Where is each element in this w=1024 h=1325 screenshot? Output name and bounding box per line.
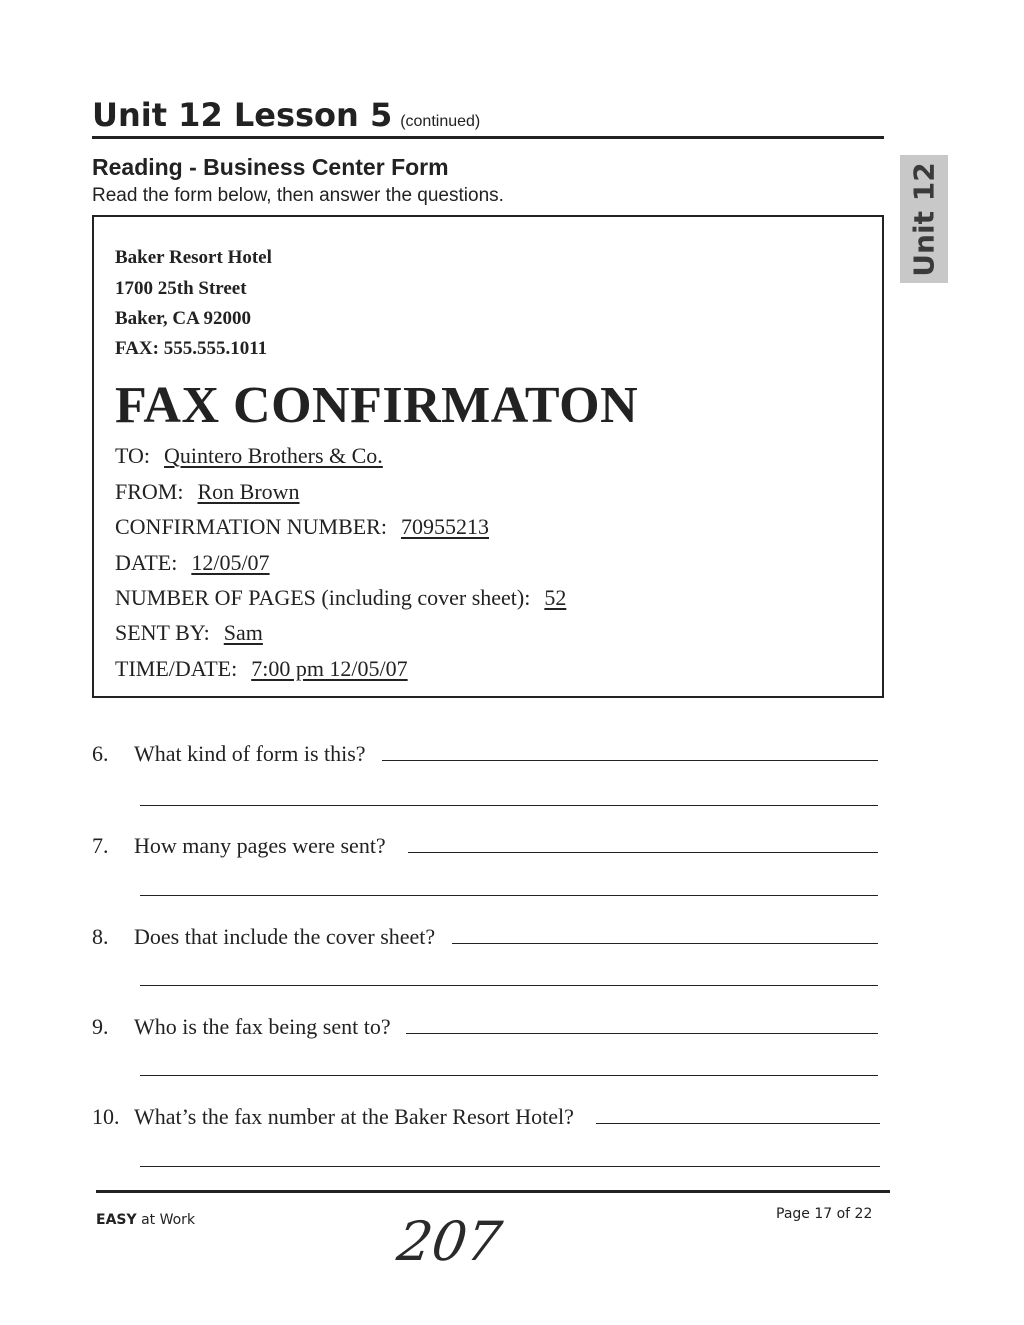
- field-confirmation-number: [115, 514, 503, 540]
- hotel-name: Baker Resort Hotel: [115, 247, 272, 268]
- section-heading: Reading - Business Center Form: [92, 154, 449, 180]
- field-value: Ron Brown: [197, 479, 300, 504]
- continued-label: (continued): [400, 113, 481, 130]
- field-value: Quintero Brothers & Co.: [164, 443, 383, 468]
- unit-side-tab-label: Unit 12: [907, 161, 941, 277]
- answer-line[interactable]: [406, 1033, 878, 1034]
- hotel-fax-number: FAX: 555.555.1011: [115, 338, 268, 359]
- answer-line[interactable]: [140, 1075, 878, 1076]
- question-number: 10.: [92, 1104, 120, 1129]
- header-divider: [92, 136, 884, 139]
- field-value: 7:00 pm 12/05/07: [251, 656, 408, 681]
- page-title: [92, 96, 480, 134]
- field-time-date: [115, 656, 422, 682]
- answer-line[interactable]: [596, 1123, 880, 1124]
- question-text: Does that include the cover sheet?: [134, 924, 436, 949]
- answer-line[interactable]: [140, 1166, 880, 1167]
- hotel-city-state-zip: Baker, CA 92000: [115, 308, 252, 329]
- question-text: What kind of form is this?: [134, 741, 366, 766]
- instructions-text: Read the form below, then answer the questions.: [92, 185, 504, 206]
- field-label: SENT BY:: [115, 620, 210, 645]
- footer-brand: [96, 1212, 195, 1228]
- footer-brand-rest: at Work: [136, 1212, 196, 1228]
- question-number: 7.: [92, 833, 109, 858]
- footer-divider: [96, 1190, 890, 1193]
- answer-line[interactable]: [140, 895, 878, 896]
- question-text: Who is the fax being sent to?: [134, 1014, 391, 1039]
- unit-side-tab: [900, 155, 948, 283]
- question-number: 8.: [92, 924, 109, 949]
- answer-line[interactable]: [140, 805, 878, 806]
- field-label: DATE:: [115, 550, 178, 575]
- hotel-street: 1700 25th Street: [115, 278, 247, 299]
- field-label: FROM:: [115, 479, 184, 504]
- field-date: [115, 550, 284, 576]
- field-label: TO:: [115, 443, 151, 468]
- page-indicator: Page 17 of 22: [776, 1206, 873, 1222]
- handwritten-page-number: 207: [393, 1210, 506, 1273]
- field-value: 52: [544, 585, 567, 610]
- field-value: 70955213: [400, 514, 489, 539]
- field-label: CONFIRMATION NUMBER:: [115, 514, 387, 539]
- question-text: What’s the fax number at the Baker Resort Hotel?: [134, 1104, 574, 1129]
- answer-line[interactable]: [140, 985, 878, 986]
- answer-line[interactable]: [452, 943, 878, 944]
- answer-line[interactable]: [408, 852, 878, 853]
- question-number: 9.: [92, 1014, 109, 1039]
- question-number: 6.: [92, 741, 109, 766]
- footer-brand-bold: EASY: [96, 1212, 137, 1228]
- field-label: TIME/DATE:: [115, 656, 238, 681]
- fax-confirmation-title: FAX CONFIRMATON: [115, 377, 639, 434]
- field-label: NUMBER OF PAGES (including cover sheet):: [115, 585, 531, 610]
- unit-lesson-title: Unit 12 Lesson 5: [92, 96, 393, 134]
- field-value: 12/05/07: [191, 550, 270, 575]
- answer-line[interactable]: [382, 760, 878, 761]
- field-sent-by: [115, 620, 277, 646]
- field-from: [115, 479, 314, 505]
- field-to: [115, 443, 397, 469]
- field-value: Sam: [223, 620, 263, 645]
- field-number-of-pages: [115, 585, 580, 611]
- question-text: How many pages were sent?: [134, 833, 386, 858]
